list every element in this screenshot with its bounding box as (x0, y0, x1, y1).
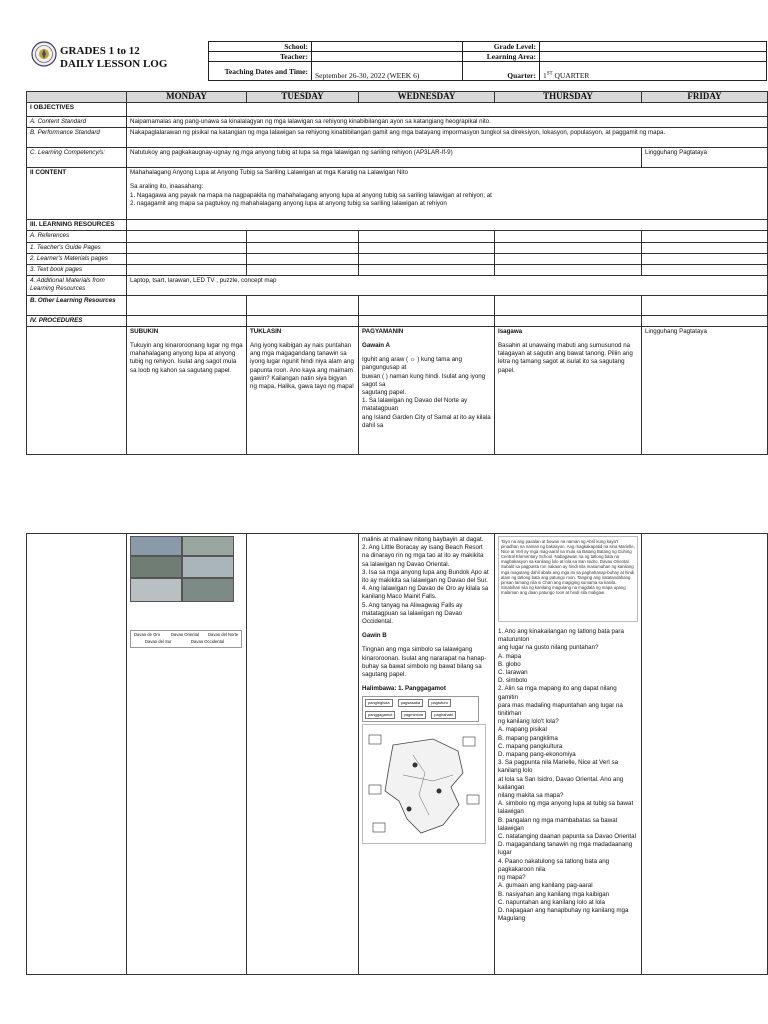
choice-chip: panggagamot (365, 711, 395, 719)
monday-procedure (127, 326, 247, 454)
resources-cell (127, 220, 768, 231)
procedures-label: IV. PROCEDURES (27, 315, 127, 326)
choice: D. magagandang tanawin ng mga madadaanang lugar (498, 841, 633, 857)
wednesday-activity-a: Gawain A (362, 342, 390, 350)
question-3-cont: nilang makita sa mapa? (498, 792, 564, 800)
resources-label: III. LEARNING RESOURCES (27, 220, 127, 231)
choice-chip: pagtuturo (428, 699, 451, 707)
question-1-cont: ang lugar na gusto nilang puntahan? (498, 644, 599, 652)
example-text: Halimbawa: 1. Panggagamot (362, 685, 446, 693)
content-standard-text: Naipamamalas ang pang-unawa sa kinalalagyan ng mga lalawigan sa rehiyong kinabibilangan ayon sa katangiang heograpikal nito. (127, 117, 768, 128)
school-label: School: (209, 42, 312, 52)
wednesday-cont-3: 3. Isa sa mga anyong lupa ang Bundok Apo at ito ay makikita sa lalawigan ng Davao del Sur. (362, 568, 489, 585)
day-header-monday: MONDAY (127, 92, 247, 103)
quarter-number: 1 (543, 71, 547, 80)
photo-caption: Davao del Sur (145, 639, 172, 644)
other-resources-label: B. Other Learning Resources (27, 295, 127, 315)
school-value (312, 42, 463, 52)
question-4-cont: ng mapa? (498, 874, 526, 882)
photo-caption: Davao Oriental (171, 632, 199, 637)
monday-procedure-title: SUBUKIN (130, 327, 159, 335)
performance-standard-text: Nakapaglalarawan ng pisikal na katangian ng mga lalawigan sa rehiyong kinabibilangan gamit ang mga batayang impormasyon tungkol sa direksiyon, lokasyon, populasyon, at paggamit ng mapa. (127, 128, 768, 148)
question-3-cont: at lola sa San Isidro, Davao Oriental. Ano ang kailangan (498, 775, 624, 791)
activity-b-text: Tingnan ang mga simbolo sa lalawigang kinaroroonan. Isulat ang nararapat na hanap-buhay sa bawat simbolo ng bawat bilang sa sagutang papel. (362, 646, 487, 679)
photo-thumbnail (130, 578, 182, 602)
page2-wednesday-cell (359, 534, 495, 975)
choice: D. mapang pang-ekonomiya (498, 751, 576, 759)
additional-materials-value: Laptop, tsart, larawan, LED TV , puzzle, concept map (127, 276, 768, 295)
teacher-label: Teacher: (209, 52, 312, 62)
choice: B. pangalan ng mga mambabatas sa bawat lalawigan (498, 816, 618, 832)
tuesday-procedure (247, 326, 359, 454)
tuesday-procedure-text: Ang iyong kaibigan ay nais puntahan ang mga magagandang tanawin sa iyong lugar ngunit hindi niya alam ang papunta roon. Ano kaya ang maimam gawin? Kailangan natin siya bigyan ng mapa, Halika, gawa tayo ng mapa! (250, 342, 354, 391)
wednesday-procedure (359, 326, 495, 454)
photo-caption: Davao Occidental (191, 639, 225, 644)
grade-level-label: Grade Level: (463, 42, 540, 52)
competency-text: Natutukoy ang pagkakaugnay-ugnay ng mga anyong tubig at lupa sa mga lalawigan ng sariling rehiyon (AP3LAR-If-9) (127, 148, 642, 168)
day-header-tuesday: TUESDAY (247, 92, 359, 103)
objectives-cell (127, 103, 768, 117)
question-3: 3. Sa pagpunta nila Marielle, Nice at Verl sa kanilang lolo (498, 759, 619, 775)
competency-label: C. Learning Competency/s: (27, 148, 127, 168)
learning-area-value (540, 52, 767, 62)
question-2-cont: para mas madaling mapuntahan ang lugar na tinitirhan (498, 701, 623, 718)
teacher-value (312, 52, 463, 62)
content-standard-label: A. Content Standard (27, 117, 127, 128)
question-2: 2. Alin sa mga mapang ito ang dapat nilang gamitin (498, 685, 617, 701)
choice: A. gumaan ang kanilang pag-aaral (498, 882, 593, 890)
lesson-log-table-page-2 (26, 533, 768, 975)
quarter-sup: ST (546, 71, 553, 77)
wednesday-cont-2: 2. Ang Little Boracay ay isang Beach Resort na dinarayo rin ng mga tao at ito ay makikita sa lalawigan ng Davao Oriental. (362, 544, 484, 568)
wednesday-cont-1: malinis at malinaw nitong baybayin at dagat. (362, 536, 484, 543)
question-1: 1. Ano ang kinakailangan ng tatlong bata para maturunton (498, 628, 624, 644)
references-label: A. References (27, 231, 127, 242)
livelihood-choices (362, 696, 479, 722)
reading-passage: Tayo na ang pasalan at buwan na naman ng Abril kung kaya't pinadhan na naman ng bakasyon. Ang magkakapatid na sina Marielle, Nice at Verl ay mga mag-aaral na mula sa Batang Batang ng Guhing Central Elementary School. Nabagawan na ng tatlong bata na magbakasyon sa kanilang lolo at lola sa San Isidro, Davao Oriental. Subalit sa pagpunta ron nakaon ay hindi nila masumahan ng kanilang mga magulang dahil abala ang mga ito sa paghahanap-buhay at hindi alam ng tatlong bata ang patungo roon. Tanging ang natatandahang pinsan lamang nila si Chan ang magiging sumama sa kanila. Sinabihan sila ng kanilang magulang na magdala ng mapa upang malaman ang daan patungo roon at hindi sila maligaw. (498, 536, 638, 622)
wednesday-cont-4: 4. Ang lalawigan ng Davao de Oro ay kilala sa kanilang Maco Mainit Falls. (362, 585, 489, 601)
choice: C. natatanging daanan papunta sa Davao Oriental (498, 833, 636, 841)
title-line-1: GRADES 1 to 12 (60, 45, 140, 57)
learning-area-label: Learning Area: (463, 52, 540, 62)
question-2-cont: ng kanilang lolo't lola? (498, 718, 559, 726)
choice: A. simbolo ng mga anyong lupa at tubig sa bawat lalawigan (498, 800, 634, 816)
quarter-label: Quarter: (463, 62, 540, 81)
content-item-2: 2. nagagamit ang mapa sa pagtukoy ng mahahalagang anyong lupa at anyong tubig sa sariling lalawigan at rehiyon (130, 199, 447, 207)
thursday-procedure-text: Basahin at unawaing mabuti ang sumusunod na talagayan at sagutin ang bawat tanong. Piliin ang letra ng tamang sagot at isulat ito sa sagutang papel. (498, 342, 633, 374)
teachers-guide-label: 1. Teacher's Guide Pages (27, 242, 127, 253)
objectives-label: I OBJECTIVES (27, 103, 127, 117)
monday-procedure-text: Tukuyin ang kinaroroonang lugar ng mga mahahalagang anyong lupa at anyong tubig ng rehiyon. Isulat ang sagot mula sa loob ng kahon sa sagutang papel. (130, 342, 243, 374)
choice: B. mapang pangklima (498, 734, 558, 742)
region-map-illustration (362, 724, 486, 844)
wednesday-text-2: buwan ( ) naman kung hindi. Isulat ang iyong sagot sa (362, 372, 486, 388)
day-header-thursday: THURSDAY (495, 92, 642, 103)
friday-procedure: Lingguhang Pagtataya (642, 326, 768, 454)
choice-chip: pagsasaka (398, 699, 423, 707)
question-4: 4. Paano nakatulong sa tatlong bata ang pagkakaroon nila (498, 857, 610, 873)
additional-materials-label: 4. Additional Materials from Learning Resources (27, 276, 127, 295)
learners-materials-label: 2. Learner's Materials pages (27, 253, 127, 264)
wednesday-text-1: Iguhit ang araw ( ☼ ) kung tama ang pangungusap at (362, 356, 462, 372)
choice-chip: pangingisda (365, 699, 393, 707)
dates-label: Teaching Dates and Time: (209, 62, 312, 81)
photo-caption: Davao del Norte (208, 632, 239, 637)
content-item-1: 1. Nagagawa ang payak na mapa na nagpapakita ng mahahalagang anyong lupa at anyong tubig sa sariling lalawigan at rehiyon; at (130, 191, 492, 199)
page2-thursday-cell (495, 534, 642, 975)
header-info-table (208, 41, 767, 81)
choice: D. simbolo (498, 677, 528, 685)
quarter-value (540, 62, 767, 81)
activity-b-title: Gawin B (362, 632, 387, 640)
wednesday-procedure-title: PAGYAMANIN (362, 327, 404, 335)
textbook-pages-label: 3. Text book pages (27, 265, 127, 276)
photo-thumbnail (182, 556, 234, 578)
wednesday-text-3: sagutang papel. (362, 389, 407, 397)
page2-label-cell (27, 534, 127, 975)
thursday-procedure-title: Isagawa (498, 327, 523, 335)
photo-thumbnail (130, 556, 182, 578)
grade-level-value (540, 42, 767, 52)
choice: C. napuntahan ang kanilang lolo at lola (498, 898, 605, 906)
performance-standard-label: B. Performance Standard (27, 128, 127, 148)
photo-thumbnail (130, 536, 182, 556)
photo-thumbnail (182, 536, 234, 556)
page2-tuesday-cell (247, 534, 359, 975)
choice: B. nasiyahan ang kanilang mga kaibigan (498, 890, 610, 898)
tuesday-procedure-title: TUKLASIN (250, 327, 282, 335)
document-title (60, 45, 167, 71)
wednesday-text-5: ang Island Garden City of Samal at ito ay kilala dahil sa (362, 413, 491, 429)
choice-chip: pagmimina (401, 711, 427, 719)
day-header-wednesday: WEDNESDAY (359, 92, 495, 103)
dates-value: September 26-30, 2022 (WEEK 6) (312, 62, 463, 81)
day-header-friday: FRIDAY (642, 92, 768, 103)
thursday-procedure (495, 326, 642, 454)
content-label: II CONTENT (27, 168, 127, 220)
deped-seal-logo (31, 41, 57, 67)
page2-monday-cell (127, 534, 247, 975)
corner-cell (27, 92, 127, 103)
title-line-2: DAILY LESSON LOG (60, 58, 168, 70)
photo-thumbnail (182, 578, 234, 602)
content-cell (127, 168, 768, 220)
quarter-suffix: QUARTER (552, 71, 590, 80)
choice: C. larawan (498, 669, 528, 677)
wednesday-text-4: 1. Sa lalawigan ng Davao del Norte ay matatagpuan (362, 397, 468, 413)
competency-friday: Lingguhang Pagtataya (642, 148, 768, 168)
choice: B. globo (498, 660, 521, 668)
content-intro: Sa araling ito, inaasahang: (130, 183, 204, 191)
landscape-photos (130, 536, 235, 626)
choice-chip: paghahabi (431, 711, 456, 719)
choice: C. mapang pangkultura (498, 742, 563, 750)
choice: A. mapa (498, 652, 522, 660)
choice: D. napagaan ang hanapbuhay ng kanilang mga Magulang (498, 906, 629, 923)
question-list (498, 628, 638, 923)
page2-friday-cell (642, 534, 768, 975)
photo-caption-box (130, 630, 242, 648)
procedures-blank-cell (27, 326, 127, 454)
choice: A. mapang pisikal (498, 726, 547, 734)
photo-caption: Davao de Oro (134, 632, 161, 637)
wednesday-cont-5: 5. Ang tanyag na Aliwagwag Falls ay matatagpuan sa lalawigan ng Davao Occidental. (362, 601, 463, 626)
lesson-log-table (26, 91, 768, 455)
content-title: Mahahalagang Anyong Lupa at Anyong Tubig sa Sariling Lalawigan at mga Karatig na Lalawigan Nito (130, 169, 408, 177)
